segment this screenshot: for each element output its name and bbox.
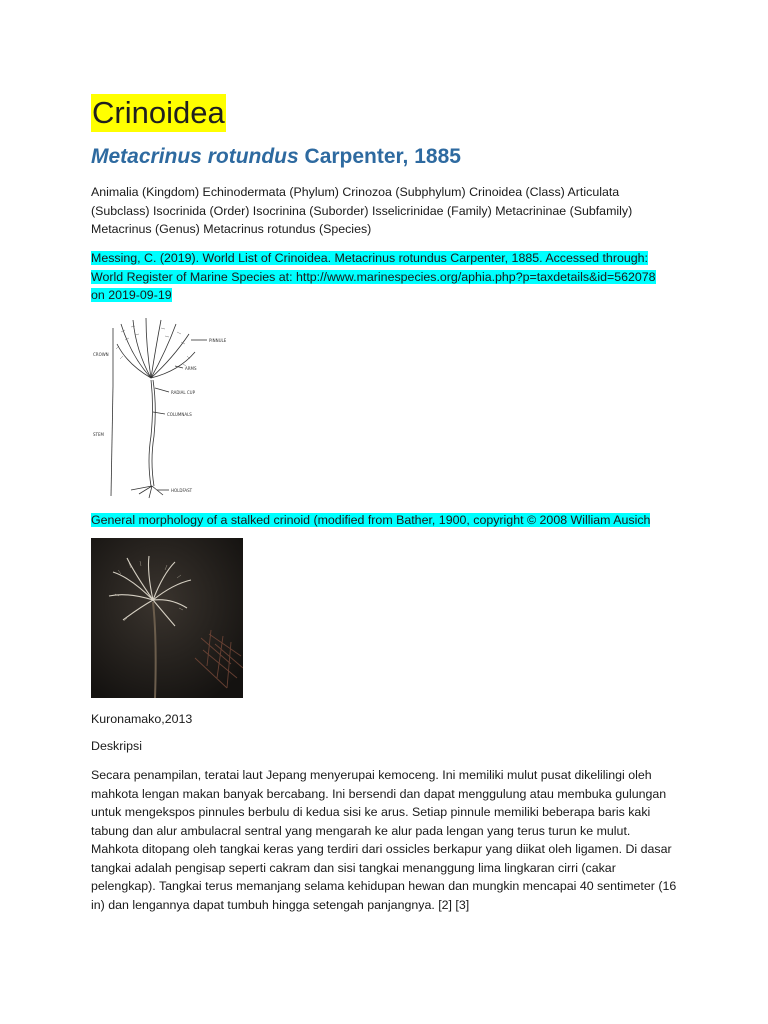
citation-text: Messing, C. (2019). World List of Crinoidea. Metacrinus rotundus Carpenter, 1885. Accessed through: World Register of Marine Species at: http://www.marinespecies.org/aphia.php?p=taxdetails&id=562078 on 2019-09-19 (91, 251, 656, 302)
arms-label: ARMS (185, 366, 197, 371)
species-authority: Carpenter, 1885 (298, 145, 461, 168)
radial-cup-label: RADIAL CUP (171, 390, 195, 395)
taxonomy-paragraph: Animalia (Kingdom) Echinodermata (Phylum) Crinozoa (Subphylum) Crinoidea (Class) Articulata (Subclass) Isocrinida (Order) Isocrinina (Suborder) Isselicrinidae (Family) Metacrininae (Subfamily) Metacrinus (Genus) Metacrinus rotundus (Species) (91, 185, 633, 236)
crinoid-photo (91, 538, 243, 698)
description-paragraph: Secara penampilan, teratai laut Jepang menyerupai kemoceng. Ini memiliki mulut pusat dikelilingi oleh mahkota lengan makan banyak bercabang. Ini bersendi dan dapat menggulung atau membuka gulungan untuk mengekspos pinnules berbulu di kedua sisi ke arus. Setiap pinnule memiliki beberapa baris kaki tabung dan alur ambulacral sentral yang mengarah ke alur pada lengan yang terus turun ke mulut. Mahkota ditopang oleh tangkai keras yang terdiri dari ossicles berkapur yang diikat oleh ligamen. Di dasar tangkai adalah pengisap seperti cakram dan sisi tangkai menanggung lima lingkaran cirri (cakar pelengkap). Tangkai terus memanjang selama kehidupan hewan dan mungkin mencapai 40 sentimeter (16 in) dan lengannya dapat tumbuh hingga setengah panjangnya. [2] [3] (91, 768, 677, 912)
figure-caption-text: General morphology of a stalked crinoid (modified from Bather, 1900, copyright © 2008 William Ausich (91, 513, 651, 527)
columnals-label: COLUMNALS (167, 412, 192, 417)
figure-caption (91, 511, 691, 530)
crinoid-morphology-figure (91, 316, 251, 501)
photo-credit: Kuronamako,2013 (91, 712, 193, 726)
pinnule-label: PINNULE (209, 338, 227, 343)
page-title: Crinoidea (92, 95, 225, 130)
citation-paragraph (91, 249, 671, 305)
species-heading (91, 145, 461, 169)
crown-label: CROWN (93, 352, 109, 357)
holdfast-label: HOLDFAST (171, 488, 193, 493)
section-heading: Deskripsi (91, 739, 142, 753)
species-name: Metacrinus rotundus (91, 145, 299, 168)
stem-label: STEM (93, 432, 104, 437)
